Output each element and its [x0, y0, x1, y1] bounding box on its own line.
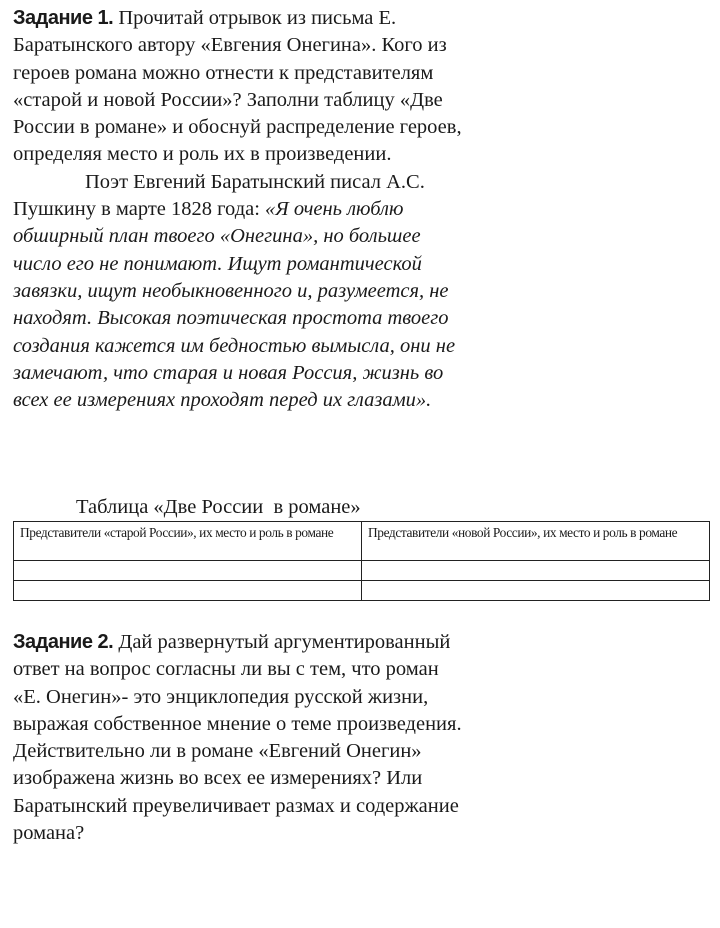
- task-1-label: Задание 1.: [13, 7, 114, 29]
- header-new-russia: Представители «новой России», их место и роль в романе: [362, 522, 710, 561]
- table-cell-old-russia[interactable]: [14, 581, 362, 601]
- table-cell-new-russia[interactable]: [362, 581, 710, 601]
- task-1: [13, 5, 473, 414]
- task-2-label: Задание 2.: [13, 631, 114, 653]
- table-cell-old-russia[interactable]: [14, 561, 362, 581]
- header-old-russia: Представители «старой России», их место и роль в романе: [14, 522, 362, 561]
- table-header-row: [14, 522, 710, 561]
- table-row: [14, 561, 710, 581]
- table-cell-new-russia[interactable]: [362, 561, 710, 581]
- task-2-text: Дай развернутый аргументированный ответ на вопрос согласны ли вы с тем, что роман «Е. Онегин»- это энциклопедия русской жизни, выражая собственное мнение о теме произведения. Действительно ли в романе «Евгений Онегин» изображена жизнь во всех ее измерениях? Или Баратынский преувеличивает размах и содержание романа?: [13, 631, 462, 845]
- quote-intro: Поэт Евгений Баратынский писал А.С. Пушкину в марте 1828 года:: [13, 170, 425, 221]
- task-1-instruction: Прочитай отрывок из письма Е. Баратынского автору «Евгения Онегина». Кого из героев романа можно отнести к представителям «старой и новой России»? Заполни таблицу «Две России в романе» и обоснуй распределение героев, определяя место и роль их в произведении.: [13, 7, 462, 166]
- table-title: Таблица «Две России в романе»: [76, 496, 361, 518]
- task-2: [13, 629, 463, 847]
- baratynsky-quote: «Я очень люблю обширный план твоего «Онегина», но большее число его не понимают. Ищут романтической завязки, ищут необыкновенного и, разумеется, не находят. Высокая поэтическая простота твоего создания кажется им бедностью вымысла, они не замечают, что старая и новая Россия, жизнь во всех ее измерениях проходят перед их глазами».: [13, 198, 456, 412]
- table-row: [14, 581, 710, 601]
- two-russias-table: [13, 521, 710, 601]
